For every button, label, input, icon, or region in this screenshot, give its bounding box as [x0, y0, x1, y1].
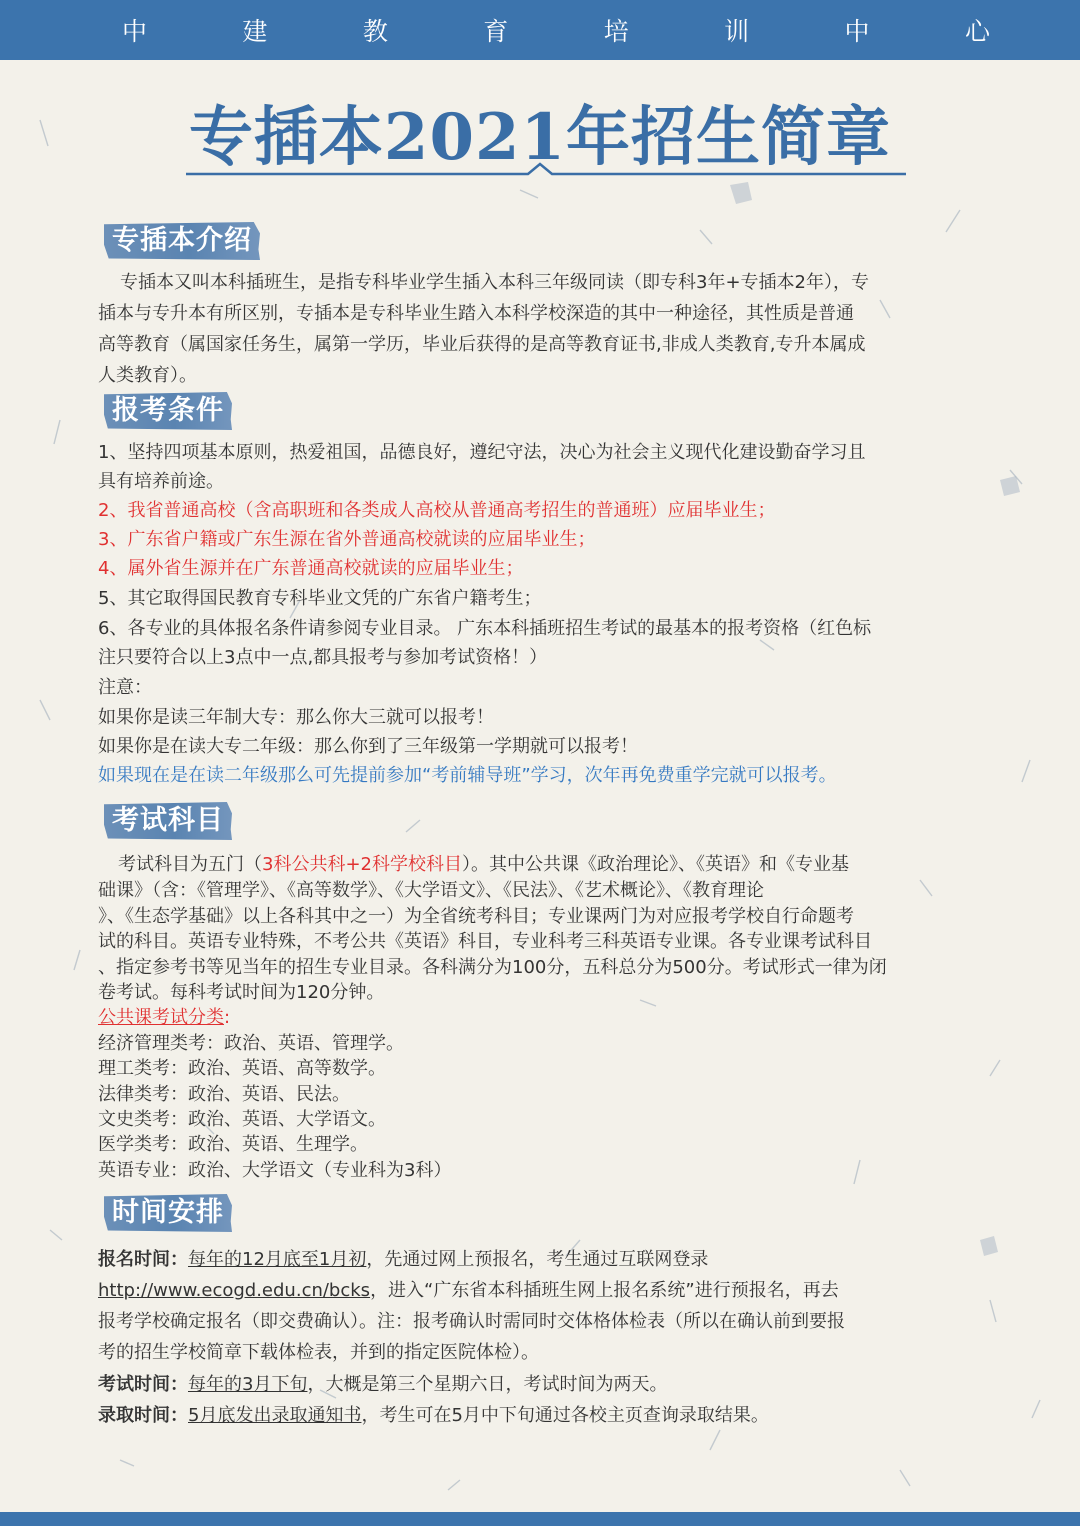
category-item: 经济管理类考：政治、英语、管理学。 [98, 1033, 404, 1054]
note-line: 如果你是读三年制大专：那么你大三就可以报考！ [98, 707, 494, 728]
exam-time [98, 1370, 993, 1396]
registration-text: ，进入“广东省本科插班生网上报名系统”进行预报名，再去 [370, 1280, 839, 1301]
section-heading-intro: 专插本介绍 [104, 222, 260, 260]
exam-label: 考试时间： [98, 1374, 188, 1395]
condition-line: 5、其它取得国民教育专科毕业文凭的广东省户籍考生； [98, 588, 542, 609]
subjects-line: 础课》（含：《管理学》、《高等数学》、《大学语文》、《民法》、《艺术概论》、《教育理论 [98, 880, 764, 901]
category-item: 文史类考：政治、英语、大学语文。 [98, 1109, 386, 1130]
note-line: 如果你是在读大专二年级：那么你到了三年级第一学期就可以报考！ [98, 736, 638, 757]
condition-line-highlight: 3、广东省户籍或广东生源在省外普通高校就读的应届毕业生； [98, 529, 596, 550]
condition-line-highlight: 4、属外省生源并在广东普通高校就读的应届毕业生； [98, 558, 524, 579]
admission-period: 5月底发出录取通知书 [188, 1405, 362, 1426]
banner-char: 培 [603, 17, 629, 46]
section-heading-subjects: 考试科目 [104, 802, 232, 840]
exam-text: ，大概是第三个星期六日，考试时间为两天。 [307, 1374, 668, 1395]
registration-url-link[interactable]: http://www.ecogd.edu.cn/bcks [98, 1280, 371, 1301]
subjects-line: 卷考试。每科考试时间为120分钟。 [98, 982, 385, 1003]
intro-line: 高等教育（属国家任务生，属第一学历，毕业后获得的是高等教育证书,非成人类教育,专升本属成 [98, 334, 866, 355]
category-item: 法律类考：政治、英语、民法。 [98, 1084, 350, 1105]
subjects-text: 考试科目为五门（ [118, 854, 262, 875]
condition-line: 具有培养前途。 [98, 471, 224, 492]
banner-char: 训 [724, 17, 750, 46]
subjects-text: ）。其中公共课《政治理论》、《英语》和《专业基 [462, 854, 849, 875]
registration-line [98, 1276, 993, 1302]
registration-time [98, 1245, 993, 1271]
category-item: 医学类考：政治、英语、生理学。 [98, 1134, 368, 1155]
admission-label: 录取时间： [98, 1405, 188, 1426]
banner-char: 建 [242, 17, 268, 46]
category-label: 公共课考试分类 [98, 1007, 224, 1028]
admission-text: ，考生可在5月中下旬通过各校主页查询录取结果。 [361, 1405, 769, 1426]
top-banner [0, 0, 1080, 60]
admission-time [98, 1401, 993, 1427]
banner-char: 心 [964, 17, 990, 46]
registration-line: 报考学校确定报名（即交费确认）。注：报考确认时需同时交体格体检表（所以在确认前到要报 [98, 1311, 845, 1332]
banner-char: 中 [122, 17, 148, 46]
section-heading-conditions: 报考条件 [104, 392, 232, 430]
category-item: 理工类考：政治、英语、高等数学。 [98, 1058, 386, 1079]
condition-line-highlight: 2、我省普通高校（含高职班和各类成人高校从普通高考招生的普通班）应届毕业生； [98, 500, 776, 521]
page-title: 专插本2021年招生简章 [188, 100, 892, 175]
banner-char: 中 [844, 17, 870, 46]
title-underline [186, 162, 906, 176]
subjects-line: 、指定参考书等见当年的招生专业目录。各科满分为100分，五科总分为500分。考试形式一律为闭 [98, 957, 887, 978]
exam-period: 每年的3月下旬 [188, 1374, 308, 1395]
subjects-line [118, 850, 1013, 876]
intro-line: 插本与专升本有所区别，专插本是专科毕业生踏入本科学校深造的其中一种途径，其性质是普通 [98, 303, 854, 324]
intro-line: 专插本又叫本科插班生，是指专科毕业学生插入本科三年级同读（即专科3年+专插本2年），专 [120, 272, 869, 293]
category-heading [98, 1003, 993, 1029]
banner-char: 育 [483, 17, 509, 46]
bottom-bar [0, 1512, 1080, 1526]
condition-line: 1、坚持四项基本原则，热爱祖国，品德良好，遵纪守法，决心为社会主义现代化建设勤奋学习且 [98, 442, 866, 463]
subjects-line: 》、《生态学基础》以上各科其中之一）为全省统考科目；专业课两门为对应报考学校自行命题考 [98, 906, 854, 927]
condition-line: 注只要符合以上3点中一点,都具报考与参加考试资格！） [98, 647, 548, 668]
registration-label: 报名时间： [98, 1249, 188, 1270]
banner-char: 教 [362, 17, 388, 46]
section-heading-schedule: 时间安排 [104, 1194, 232, 1232]
registration-period: 每年的12月底至1月初 [188, 1249, 367, 1270]
subjects-highlight: 3科公共科+2科学校科目 [262, 854, 462, 875]
registration-line: 考的招生学校简章下载体检表，并到的指定医院体检）。 [98, 1342, 539, 1363]
subjects-line: 试的科目。英语专业特殊，不考公共《英语》科目，专业科考三科英语专业课。各专业课考试科目 [98, 931, 872, 952]
note-label: 注意： [98, 677, 152, 698]
category-colon: : [224, 1007, 231, 1028]
intro-line: 人类教育）。 [98, 365, 197, 386]
category-item: 英语专业：政治、大学语文（专业科为3科） [98, 1160, 452, 1181]
condition-line: 6、各专业的具体报名条件请参阅专业目录。 广东本科插班招生考试的最基本的报考资格（红色标 [98, 618, 872, 639]
registration-text: ，先通过网上预报名，考生通过互联网登录 [366, 1249, 709, 1270]
note-line-highlight: 如果现在是在读二年级那么可先提前参加“考前辅导班”学习，次年再免费重学完就可以报考。 [98, 765, 837, 786]
